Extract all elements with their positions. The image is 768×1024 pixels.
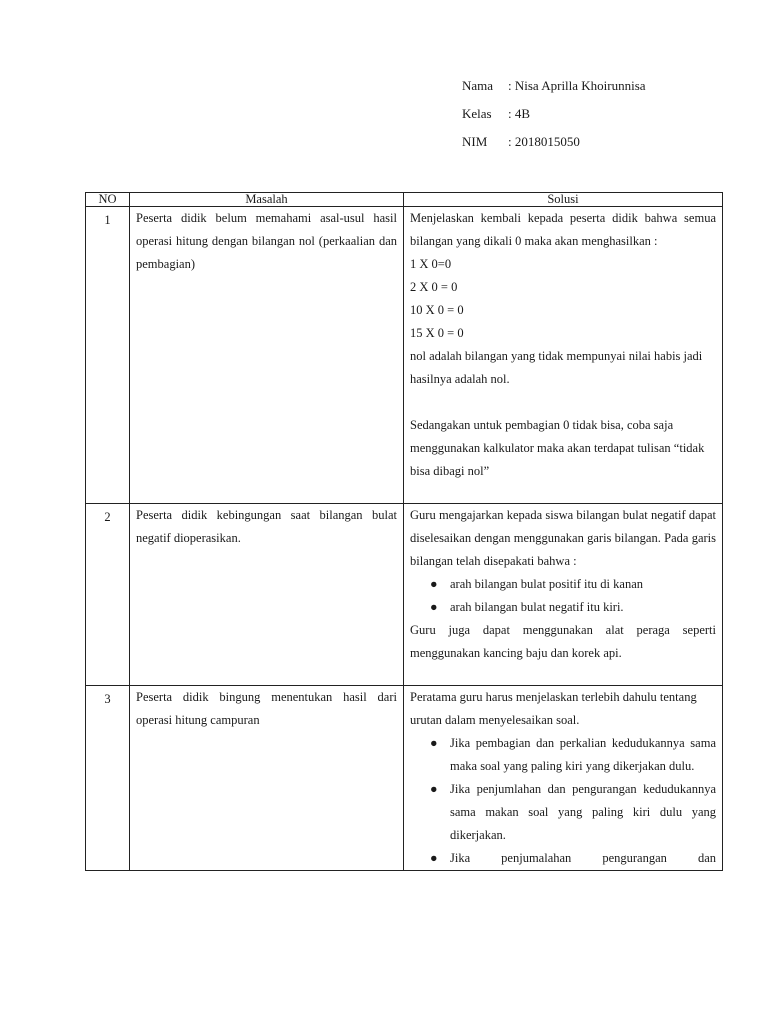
list-item-text: Jika penjumlahan dan pengurangan kedudukannya sama makan soal yang paling kiri dulu yang dikerjakan. (450, 782, 716, 842)
info-label: NIM (462, 134, 488, 149)
solution-intro: Peratama guru harus menjelaskan terlebih dahulu tentang urutan dalam menyelesaikan soal. (410, 690, 697, 727)
list-item (430, 847, 716, 870)
problem-solution-table (85, 192, 723, 871)
bullet-list (410, 573, 716, 619)
column-header-masalah: Masalah (130, 193, 404, 207)
equation: 15 X 0 = 0 (410, 326, 464, 340)
row-number: 1 (86, 207, 130, 504)
info-row-kelas (462, 102, 646, 130)
solution-intro: Guru mengajarkan kepada siswa bilangan bulat negatif dapat diselesaikan dengan menggunakan garis bilangan. Pada garis bilangan telah disepakati bahwa : (410, 508, 716, 568)
list-item-text: Jika penjumalahan pengurangan dan (450, 851, 716, 865)
equation: 10 X 0 = 0 (410, 303, 464, 317)
solution-paragraph: Sedangakan untuk pembagian 0 tidak bisa, coba saja menggunakan kalkulator maka akan terdapat tulisan “tidak bisa dibagi nol” (410, 418, 705, 478)
table-row (86, 504, 723, 686)
list-item-text: Jika pembagian dan perkalian kedudukannya sama maka soal yang paling kiri yang dikerjakan dulu. (450, 736, 716, 773)
bullet-icon: ● (430, 736, 438, 750)
table-row (86, 686, 723, 871)
bullet-list (410, 732, 716, 870)
info-row-nama (462, 74, 646, 102)
info-value: : 4B (508, 106, 531, 121)
list-item (430, 573, 716, 596)
solution-intro: Menjelaskan kembali kepada peserta didik bahwa semua bilangan yang dikali 0 maka akan menghasilkan : (410, 211, 716, 248)
equation: 1 X 0=0 (410, 257, 452, 271)
list-item (430, 596, 716, 619)
column-header-no: NO (86, 193, 130, 207)
solution-cell (404, 207, 723, 504)
solution-paragraph: Guru juga dapat menggunakan alat peraga seperti menggunakan kancing baju dan korek api. (410, 623, 716, 660)
list-item-text: arah bilangan bulat positif itu di kanan (450, 577, 644, 591)
spacer (410, 391, 716, 414)
solution-cell (404, 686, 723, 871)
table-row (86, 207, 723, 504)
info-label: Kelas (462, 106, 492, 121)
spacer (410, 665, 716, 685)
spacer (410, 483, 716, 503)
bullet-icon: ● (430, 851, 438, 865)
row-number: 3 (86, 686, 130, 871)
problem-cell: Peserta didik kebingungan saat bilangan bulat negatif dioperasikan. (130, 504, 404, 686)
table-header-row (86, 193, 723, 207)
problem-cell: Peserta didik belum memahami asal-usul hasil operasi hitung dengan bilangan nol (perkaalian dan pembagian) (130, 207, 404, 504)
bullet-icon: ● (430, 600, 438, 614)
column-header-solusi: Solusi (404, 193, 723, 207)
problem-cell: Peserta didik bingung menentukan hasil dari operasi hitung campuran (130, 686, 404, 871)
list-item (430, 732, 716, 778)
student-info (462, 74, 646, 158)
info-label: Nama (462, 78, 494, 93)
list-item-text: arah bilangan bulat negatif itu kiri. (450, 600, 624, 614)
info-value: : 2018015050 (508, 134, 580, 149)
row-number: 2 (86, 504, 130, 686)
solution-cell (404, 504, 723, 686)
equation: 2 X 0 = 0 (410, 280, 458, 294)
solution-paragraph: nol adalah bilangan yang tidak mempunyai nilai habis jadi hasilnya adalah nol. (410, 349, 703, 386)
bullet-icon: ● (430, 782, 438, 796)
info-row-nim (462, 130, 646, 158)
list-item (430, 778, 716, 847)
bullet-icon: ● (430, 577, 438, 591)
info-value: : Nisa Aprilla Khoirunnisa (508, 78, 646, 93)
